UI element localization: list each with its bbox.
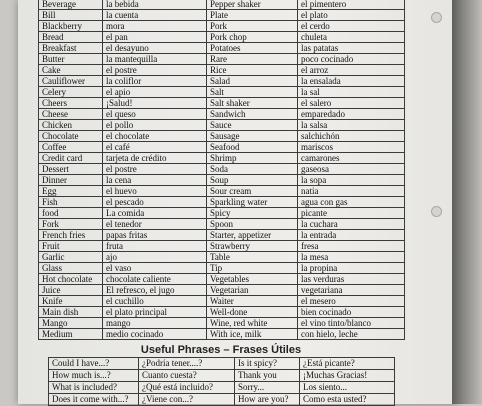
spanish-phrase-cell: Los siento...: [300, 382, 395, 394]
spanish-term-cell: las patatas: [298, 43, 405, 54]
spanish-term-cell: el vaso: [103, 263, 207, 274]
vocab-row: [39, 219, 405, 230]
spanish-phrase-cell: ¡Muchas Gracias!: [300, 370, 395, 382]
spanish-term-cell: la ensalada: [298, 76, 405, 87]
spanish-term-cell: el mesero: [298, 296, 405, 307]
english-term-cell: Sausage: [207, 131, 298, 142]
english-term-cell: Cake: [39, 65, 103, 76]
phrases-heading: Useful Phrases – Frases Útiles: [140, 344, 302, 356]
spanish-term-cell: el chocolate: [103, 131, 207, 142]
english-term-cell: Chocolate: [39, 131, 103, 142]
spanish-term-cell: las verduras: [298, 274, 405, 285]
spanish-term-cell: el salero: [298, 98, 405, 109]
vocab-row: [39, 252, 405, 263]
spanish-term-cell: chuleta: [298, 32, 405, 43]
spanish-term-cell: la mesa: [298, 252, 405, 263]
spanish-term-cell: el desayuno: [103, 43, 207, 54]
spanish-term-cell: el queso: [103, 109, 207, 120]
spanish-term-cell: el apio: [103, 87, 207, 98]
vocab-row: [39, 10, 405, 21]
spanish-phrase-cell: ¿Viene con...?: [139, 394, 235, 406]
phrase-row: [49, 358, 395, 370]
english-term-cell: Salt shaker: [207, 98, 298, 109]
spanish-term-cell: mango: [103, 318, 207, 329]
vocab-row: [39, 285, 405, 296]
phrase-row: [49, 370, 395, 382]
vocab-row: [39, 32, 405, 43]
spanish-term-cell: la sopa: [298, 175, 405, 186]
spanish-term-cell: natia: [298, 186, 405, 197]
english-term-cell: Fork: [39, 219, 103, 230]
english-phrase-cell: What is included?: [49, 382, 139, 394]
vocab-row: [39, 329, 405, 340]
spanish-term-cell: la cuchara: [298, 219, 405, 230]
vocab-row: [39, 153, 405, 164]
english-term-cell: Garlic: [39, 252, 103, 263]
vocab-row: [39, 208, 405, 219]
spanish-term-cell: ¡Salud!: [103, 98, 207, 109]
english-phrase-cell: Sorry...: [235, 382, 300, 394]
spanish-term-cell: la bebida: [103, 0, 207, 10]
english-term-cell: Dinner: [39, 175, 103, 186]
spanish-term-cell: camarones: [298, 153, 405, 164]
english-term-cell: Vegetables: [207, 274, 298, 285]
english-phrase-cell: How are you?: [235, 394, 300, 406]
vocab-row: [39, 98, 405, 109]
english-term-cell: Celery: [39, 87, 103, 98]
spanish-term-cell: medio cocinado: [103, 329, 207, 340]
english-term-cell: Glass: [39, 263, 103, 274]
english-phrase-cell: Could I have...?: [49, 358, 139, 370]
english-term-cell: Pork: [207, 21, 298, 32]
english-term-cell: Credit card: [39, 153, 103, 164]
spanish-term-cell: agua con gas: [298, 197, 405, 208]
english-term-cell: Salt: [207, 87, 298, 98]
spanish-term-cell: el cerdo: [298, 21, 405, 32]
spanish-term-cell: la mantequilla: [103, 54, 207, 65]
vocab-row: [39, 87, 405, 98]
english-term-cell: Seafood: [207, 142, 298, 153]
vocab-row: [39, 241, 405, 252]
english-term-cell: Shrimp: [207, 153, 298, 164]
english-term-cell: Potatoes: [207, 43, 298, 54]
punch-hole-middle: [431, 206, 442, 217]
spanish-term-cell: el pescado: [103, 197, 207, 208]
spanish-term-cell: con hielo, leche: [298, 329, 405, 340]
english-term-cell: Cheers: [39, 98, 103, 109]
spanish-term-cell: el cuchillo: [103, 296, 207, 307]
english-phrase-cell: Thank you: [235, 370, 300, 382]
spanish-term-cell: El refresco, el jugo: [103, 285, 207, 296]
spanish-term-cell: el arroz: [298, 65, 405, 76]
spanish-phrase-cell: ¿Qué está incluido?: [139, 382, 235, 394]
vocab-row: [39, 142, 405, 153]
english-term-cell: Cauliflower: [39, 76, 103, 87]
vocab-row: [39, 186, 405, 197]
page-edge-shadow: [452, 0, 482, 404]
spanish-term-cell: poco cocinado: [298, 54, 405, 65]
punch-hole-top: [431, 12, 442, 23]
english-term-cell: Waiter: [207, 296, 298, 307]
vocab-row: [39, 296, 405, 307]
vocab-row: [39, 21, 405, 32]
spanish-term-cell: el pimentero: [298, 0, 405, 10]
spanish-term-cell: la cena: [103, 175, 207, 186]
english-term-cell: Dessert: [39, 164, 103, 175]
english-phrase-cell: Does it come with...?: [49, 394, 139, 406]
english-term-cell: Soda: [207, 164, 298, 175]
spanish-term-cell: la cuenta: [103, 10, 207, 21]
english-term-cell: Medium: [39, 329, 103, 340]
vocab-row: [39, 263, 405, 274]
vocab-row: [39, 76, 405, 87]
english-term-cell: Wine, red white: [207, 318, 298, 329]
english-term-cell: Main dish: [39, 307, 103, 318]
vocab-row: [39, 274, 405, 285]
english-term-cell: Spoon: [207, 219, 298, 230]
english-term-cell: Strawberry: [207, 241, 298, 252]
english-term-cell: Salad: [207, 76, 298, 87]
english-term-cell: Plate: [207, 10, 298, 21]
vocab-row: [39, 175, 405, 186]
english-term-cell: Cheese: [39, 109, 103, 120]
english-term-cell: Sour cream: [207, 186, 298, 197]
english-term-cell: Beverage: [39, 0, 103, 10]
vocab-row: [39, 54, 405, 65]
spanish-phrase-cell: Cuanto cuesta?: [139, 370, 235, 382]
spanish-term-cell: la coliflor: [103, 76, 207, 87]
english-term-cell: Rare: [207, 54, 298, 65]
spanish-term-cell: el postre: [103, 164, 207, 175]
vocab-row: [39, 65, 405, 76]
spanish-term-cell: vegetariana: [298, 285, 405, 296]
spanish-term-cell: la salsa: [298, 120, 405, 131]
spanish-term-cell: la propina: [298, 263, 405, 274]
spanish-term-cell: salchichón: [298, 131, 405, 142]
spanish-term-cell: el huevo: [103, 186, 207, 197]
english-term-cell: Rice: [207, 65, 298, 76]
spanish-term-cell: La comida: [103, 208, 207, 219]
vocab-row: [39, 43, 405, 54]
spanish-term-cell: el vino tinto/blanco: [298, 318, 405, 329]
english-term-cell: Pork chop: [207, 32, 298, 43]
english-term-cell: Fruit: [39, 241, 103, 252]
english-term-cell: Bill: [39, 10, 103, 21]
english-term-cell: Soup: [207, 175, 298, 186]
vocab-row: [39, 120, 405, 131]
english-term-cell: Bread: [39, 32, 103, 43]
vocab-row: [39, 197, 405, 208]
english-term-cell: With ice, milk: [207, 329, 298, 340]
vocab-row: [39, 307, 405, 318]
english-term-cell: Blackberry: [39, 21, 103, 32]
english-term-cell: Knife: [39, 296, 103, 307]
spanish-term-cell: emparedado: [298, 109, 405, 120]
english-term-cell: Spicy: [207, 208, 298, 219]
spanish-term-cell: el postre: [103, 65, 207, 76]
spanish-term-cell: el tenedor: [103, 219, 207, 230]
english-term-cell: Coffee: [39, 142, 103, 153]
english-term-cell: Breakfast: [39, 43, 103, 54]
phrases-table: [48, 357, 395, 406]
english-term-cell: Fish: [39, 197, 103, 208]
spanish-term-cell: papas fritas: [103, 230, 207, 241]
english-term-cell: Sandwich: [207, 109, 298, 120]
spanish-term-cell: la entrada: [298, 230, 405, 241]
english-term-cell: Juice: [39, 285, 103, 296]
spanish-phrase-cell: ¿Está picante?: [300, 358, 395, 370]
english-term-cell: French fries: [39, 230, 103, 241]
english-term-cell: Pepper shaker: [207, 0, 298, 10]
english-phrase-cell: Is it spicy?: [235, 358, 300, 370]
english-term-cell: Starter, appetizer: [207, 230, 298, 241]
spanish-term-cell: el plato principal: [103, 307, 207, 318]
vocab-row: [39, 109, 405, 120]
spanish-term-cell: ajo: [103, 252, 207, 263]
english-term-cell: Mango: [39, 318, 103, 329]
phrase-row: [49, 382, 395, 394]
english-term-cell: Tip: [207, 263, 298, 274]
vocabulary-table: [38, 0, 405, 340]
english-term-cell: Egg: [39, 186, 103, 197]
spanish-term-cell: picante: [298, 208, 405, 219]
spanish-term-cell: fruta: [103, 241, 207, 252]
spanish-term-cell: tarjeta de crédito: [103, 153, 207, 164]
spanish-phrase-cell: Como esta usted?: [300, 394, 395, 406]
vocab-row: [39, 131, 405, 142]
english-term-cell: Vegetarian: [207, 285, 298, 296]
english-term-cell: Table: [207, 252, 298, 263]
spanish-term-cell: el café: [103, 142, 207, 153]
vocab-row: [39, 230, 405, 241]
english-term-cell: Sauce: [207, 120, 298, 131]
english-term-cell: Butter: [39, 54, 103, 65]
english-phrase-cell: How much is...?: [49, 370, 139, 382]
vocab-row: [39, 164, 405, 175]
spanish-term-cell: el plato: [298, 10, 405, 21]
english-term-cell: Chicken: [39, 120, 103, 131]
spanish-term-cell: la sal: [298, 87, 405, 98]
spanish-term-cell: el pollo: [103, 120, 207, 131]
spanish-term-cell: mariscos: [298, 142, 405, 153]
english-term-cell: Hot chocolate: [39, 274, 103, 285]
spanish-phrase-cell: ¿Podría tener....?: [139, 358, 235, 370]
spanish-term-cell: chocolate caliente: [103, 274, 207, 285]
english-term-cell: Well-done: [207, 307, 298, 318]
vocab-row: [39, 318, 405, 329]
spanish-term-cell: fresa: [298, 241, 405, 252]
english-term-cell: Sparkling water: [207, 197, 298, 208]
spanish-term-cell: bien cocinado: [298, 307, 405, 318]
spanish-term-cell: gaseosa: [298, 164, 405, 175]
spanish-term-cell: mora: [103, 21, 207, 32]
english-term-cell: food: [39, 208, 103, 219]
spanish-term-cell: el pan: [103, 32, 207, 43]
vocab-row: [39, 0, 405, 10]
